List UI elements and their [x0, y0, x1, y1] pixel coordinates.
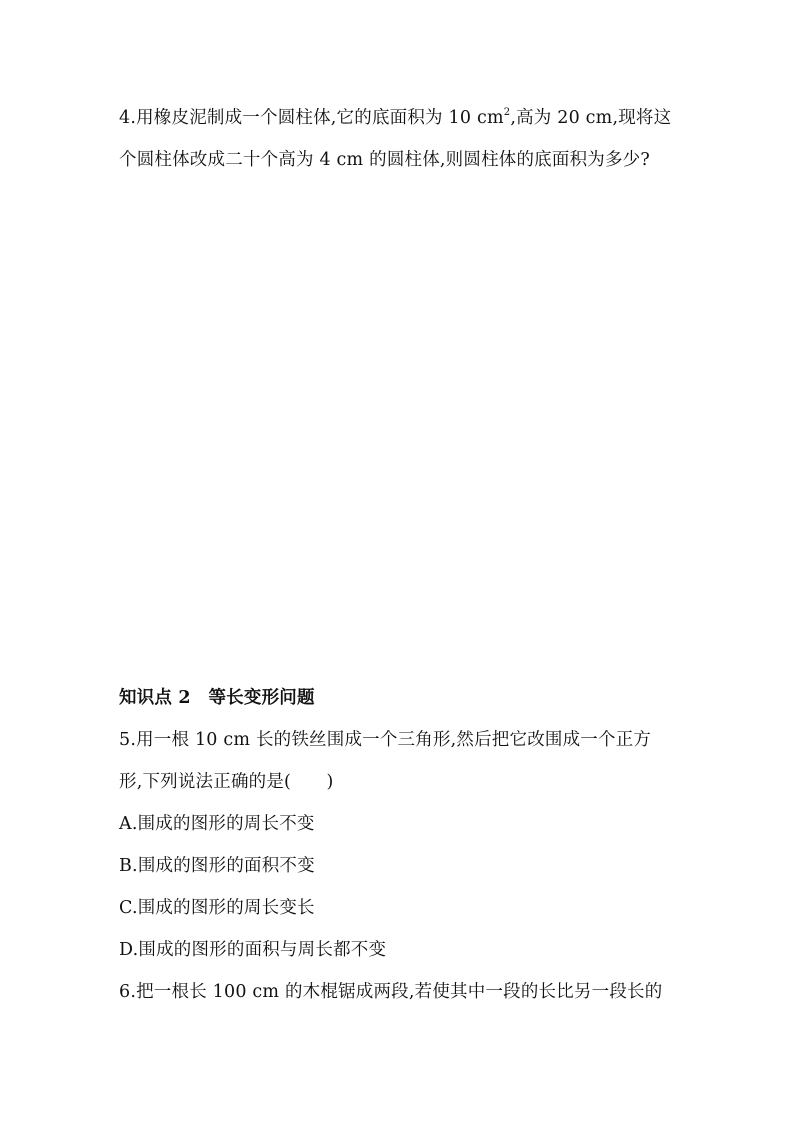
question-5-line-1: 5.用一根 10 cm 长的铁丝围成一个三角形,然后把它改围成一个正方: [119, 730, 652, 750]
question-4-line-1: 4.用橡皮泥制成一个圆柱体,它的底面积为 10 $cm^2$,高为 20 cm,现将这: [119, 107, 672, 128]
question-4-line-2: 个圆柱体改成二十个高为 4 cm 的圆柱体,则圆柱体的底面积为多少?: [119, 150, 650, 170]
option-c: C.围成的图形的周长变长: [119, 898, 315, 918]
section-heading: 知识点 2 等长变形问题: [119, 688, 315, 708]
option-a: A.围成的图形的周长不变: [119, 814, 315, 834]
option-b: B.围成的图形的面积不变: [119, 856, 315, 876]
option-d: D.围成的图形的面积与周长都不变: [119, 940, 387, 960]
question-6-line-1: 6.把一根长 100 cm 的木棍锯成两段,若使其中一段的长比另一段长的: [119, 982, 663, 1002]
superscript-2: 2: [503, 107, 511, 118]
question-5-line-2: 形,下列说法正确的是( ): [119, 772, 334, 792]
